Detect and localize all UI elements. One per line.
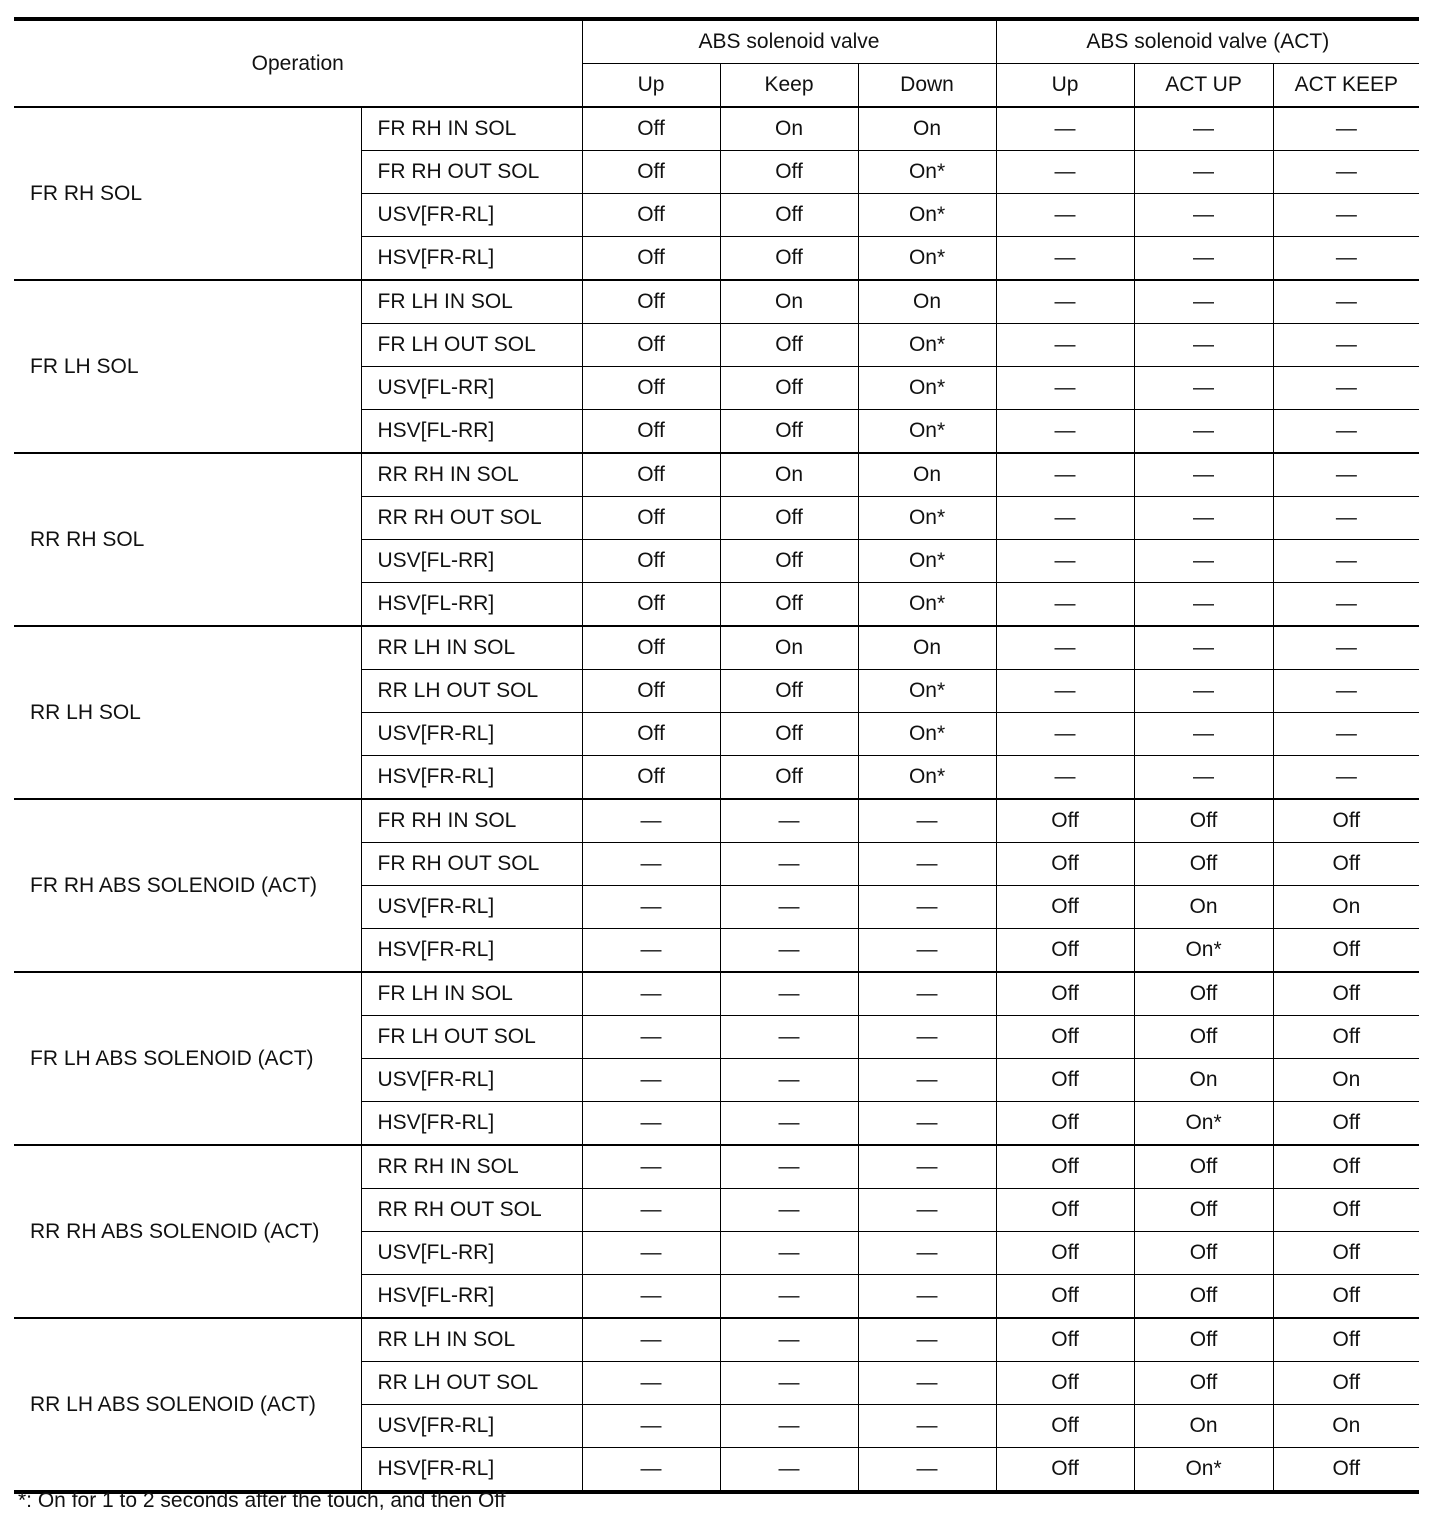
state-cell: — bbox=[720, 1232, 858, 1275]
state-cell: Off bbox=[582, 194, 720, 237]
state-cell: — bbox=[720, 1189, 858, 1232]
state-cell: — bbox=[1273, 151, 1419, 194]
solenoid-name: USV[FR-RL] bbox=[361, 1059, 582, 1102]
state-cell: Off bbox=[1273, 799, 1419, 843]
state-cell: — bbox=[582, 1318, 720, 1362]
table-row bbox=[14, 972, 1419, 1016]
state-cell: Off bbox=[996, 1405, 1134, 1448]
state-cell: — bbox=[582, 1059, 720, 1102]
state-cell: Off bbox=[720, 410, 858, 454]
solenoid-operation-table bbox=[14, 17, 1419, 1494]
state-cell: On* bbox=[858, 497, 996, 540]
state-cell: Off bbox=[582, 280, 720, 324]
state-cell: On bbox=[720, 453, 858, 497]
state-cell: On bbox=[1273, 886, 1419, 929]
state-cell: — bbox=[720, 1016, 858, 1059]
state-cell: Off bbox=[582, 367, 720, 410]
state-cell: Off bbox=[582, 583, 720, 627]
state-cell: On* bbox=[858, 756, 996, 800]
state-cell: — bbox=[582, 886, 720, 929]
state-cell: — bbox=[1273, 107, 1419, 151]
state-cell: Off bbox=[1134, 1362, 1273, 1405]
state-cell: — bbox=[996, 453, 1134, 497]
state-cell: Off bbox=[1273, 972, 1419, 1016]
state-cell: Off bbox=[996, 799, 1134, 843]
state-cell: Off bbox=[1273, 929, 1419, 973]
footnote: *: On for 1 to 2 seconds after the touch, and then Off bbox=[18, 1489, 506, 1512]
solenoid-name: RR RH OUT SOL bbox=[361, 1189, 582, 1232]
state-cell: — bbox=[996, 497, 1134, 540]
state-cell: On* bbox=[858, 237, 996, 281]
state-cell: Off bbox=[582, 756, 720, 800]
state-cell: — bbox=[582, 1362, 720, 1405]
state-cell: — bbox=[1273, 453, 1419, 497]
operation-group-name: RR LH SOL bbox=[14, 626, 361, 799]
state-cell: Off bbox=[1134, 1318, 1273, 1362]
state-cell: — bbox=[996, 151, 1134, 194]
operation-group-name: FR LH ABS SOLENOID (ACT) bbox=[14, 972, 361, 1145]
state-cell: — bbox=[858, 1232, 996, 1275]
state-cell: — bbox=[858, 1016, 996, 1059]
solenoid-name: HSV[FR-RL] bbox=[361, 1448, 582, 1493]
state-cell: — bbox=[1134, 237, 1273, 281]
state-cell: — bbox=[720, 972, 858, 1016]
state-cell: Off bbox=[720, 497, 858, 540]
state-cell: — bbox=[858, 1405, 996, 1448]
state-cell: — bbox=[1134, 410, 1273, 454]
solenoid-name: USV[FR-RL] bbox=[361, 713, 582, 756]
header-col-act-up: ACT UP bbox=[1134, 64, 1273, 108]
state-cell: — bbox=[1273, 194, 1419, 237]
state-cell: Off bbox=[996, 1145, 1134, 1189]
solenoid-name: FR LH OUT SOL bbox=[361, 324, 582, 367]
state-cell: — bbox=[996, 194, 1134, 237]
state-cell: Off bbox=[720, 540, 858, 583]
state-cell: On* bbox=[1134, 1448, 1273, 1493]
state-cell: Off bbox=[996, 1448, 1134, 1493]
state-cell: — bbox=[858, 1189, 996, 1232]
state-cell: On* bbox=[858, 583, 996, 627]
state-cell: — bbox=[1273, 237, 1419, 281]
table-row bbox=[14, 280, 1419, 324]
state-cell: On* bbox=[1134, 1102, 1273, 1146]
state-cell: Off bbox=[1134, 1016, 1273, 1059]
state-cell: — bbox=[720, 843, 858, 886]
state-cell: Off bbox=[996, 1016, 1134, 1059]
state-cell: Off bbox=[720, 713, 858, 756]
state-cell: — bbox=[582, 843, 720, 886]
state-cell: — bbox=[996, 107, 1134, 151]
state-cell: — bbox=[1273, 626, 1419, 670]
state-cell: On* bbox=[858, 713, 996, 756]
state-cell: — bbox=[1134, 540, 1273, 583]
state-cell: — bbox=[720, 1318, 858, 1362]
state-cell: — bbox=[1134, 194, 1273, 237]
state-cell: On bbox=[858, 107, 996, 151]
state-cell: Off bbox=[1273, 1145, 1419, 1189]
solenoid-name: RR RH IN SOL bbox=[361, 1145, 582, 1189]
state-cell: — bbox=[582, 799, 720, 843]
state-cell: — bbox=[582, 972, 720, 1016]
state-cell: — bbox=[1273, 670, 1419, 713]
state-cell: — bbox=[996, 756, 1134, 800]
state-cell: On* bbox=[858, 367, 996, 410]
state-cell: On* bbox=[858, 540, 996, 583]
state-cell: Off bbox=[996, 929, 1134, 973]
state-cell: On* bbox=[858, 151, 996, 194]
state-cell: On bbox=[858, 280, 996, 324]
state-cell: — bbox=[582, 1405, 720, 1448]
state-cell: — bbox=[996, 583, 1134, 627]
solenoid-name: RR RH IN SOL bbox=[361, 453, 582, 497]
state-cell: Off bbox=[1134, 843, 1273, 886]
state-cell: — bbox=[858, 1448, 996, 1493]
state-cell: — bbox=[996, 280, 1134, 324]
state-cell: — bbox=[858, 799, 996, 843]
state-cell: — bbox=[1273, 713, 1419, 756]
state-cell: On bbox=[720, 107, 858, 151]
solenoid-name: RR LH OUT SOL bbox=[361, 670, 582, 713]
state-cell: — bbox=[720, 1448, 858, 1493]
state-cell: Off bbox=[720, 194, 858, 237]
state-cell: On* bbox=[858, 670, 996, 713]
state-cell: Off bbox=[582, 626, 720, 670]
state-cell: Off bbox=[582, 497, 720, 540]
state-cell: Off bbox=[996, 1362, 1134, 1405]
solenoid-name: HSV[FR-RL] bbox=[361, 1102, 582, 1146]
state-cell: Off bbox=[582, 713, 720, 756]
state-cell: — bbox=[720, 1405, 858, 1448]
state-cell: Off bbox=[1273, 1275, 1419, 1319]
state-cell: — bbox=[996, 367, 1134, 410]
state-cell: — bbox=[1134, 453, 1273, 497]
state-cell: Off bbox=[996, 1318, 1134, 1362]
state-cell: On* bbox=[1134, 929, 1273, 973]
state-cell: — bbox=[1273, 280, 1419, 324]
solenoid-name: HSV[FR-RL] bbox=[361, 237, 582, 281]
operation-group-name: FR RH SOL bbox=[14, 107, 361, 280]
table-row bbox=[14, 453, 1419, 497]
state-cell: — bbox=[582, 1232, 720, 1275]
solenoid-name: HSV[FL-RR] bbox=[361, 583, 582, 627]
state-cell: On bbox=[858, 626, 996, 670]
state-cell: Off bbox=[996, 1232, 1134, 1275]
state-cell: — bbox=[996, 410, 1134, 454]
state-cell: — bbox=[996, 324, 1134, 367]
state-cell: On bbox=[720, 280, 858, 324]
state-cell: — bbox=[582, 1275, 720, 1319]
state-cell: On* bbox=[858, 324, 996, 367]
state-cell: Off bbox=[582, 107, 720, 151]
solenoid-name: HSV[FL-RR] bbox=[361, 1275, 582, 1319]
solenoid-name: RR LH IN SOL bbox=[361, 1318, 582, 1362]
solenoid-name: HSV[FL-RR] bbox=[361, 410, 582, 454]
state-cell: — bbox=[1273, 324, 1419, 367]
state-cell: Off bbox=[720, 237, 858, 281]
state-cell: — bbox=[1134, 280, 1273, 324]
solenoid-name: FR RH IN SOL bbox=[361, 107, 582, 151]
table-row bbox=[14, 799, 1419, 843]
solenoid-name: HSV[FR-RL] bbox=[361, 929, 582, 973]
state-cell: — bbox=[582, 1448, 720, 1493]
header-col-act-up-plain: Up bbox=[996, 64, 1134, 108]
state-cell: On bbox=[1134, 886, 1273, 929]
table-row bbox=[14, 1145, 1419, 1189]
solenoid-name: USV[FR-RL] bbox=[361, 886, 582, 929]
state-cell: On bbox=[1134, 1059, 1273, 1102]
solenoid-name: FR LH OUT SOL bbox=[361, 1016, 582, 1059]
state-cell: — bbox=[996, 670, 1134, 713]
state-cell: — bbox=[1134, 107, 1273, 151]
state-cell: On* bbox=[858, 194, 996, 237]
state-cell: Off bbox=[1134, 1232, 1273, 1275]
state-cell: — bbox=[858, 1145, 996, 1189]
state-cell: Off bbox=[1273, 1016, 1419, 1059]
operation-group-name: RR RH SOL bbox=[14, 453, 361, 626]
state-cell: — bbox=[1134, 367, 1273, 410]
state-cell: — bbox=[858, 843, 996, 886]
state-cell: — bbox=[1134, 626, 1273, 670]
state-cell: On bbox=[858, 453, 996, 497]
solenoid-name: FR LH IN SOL bbox=[361, 972, 582, 1016]
state-cell: On* bbox=[858, 410, 996, 454]
state-cell: — bbox=[996, 540, 1134, 583]
header-col-down: Down bbox=[858, 64, 996, 108]
solenoid-name: RR LH OUT SOL bbox=[361, 1362, 582, 1405]
state-cell: — bbox=[720, 1145, 858, 1189]
state-cell: — bbox=[1134, 151, 1273, 194]
solenoid-name: USV[FL-RR] bbox=[361, 540, 582, 583]
solenoid-name: FR LH IN SOL bbox=[361, 280, 582, 324]
state-cell: — bbox=[858, 1318, 996, 1362]
state-cell: — bbox=[1273, 756, 1419, 800]
solenoid-name: HSV[FR-RL] bbox=[361, 756, 582, 800]
solenoid-name: RR RH OUT SOL bbox=[361, 497, 582, 540]
state-cell: Off bbox=[720, 756, 858, 800]
state-cell: On bbox=[1134, 1405, 1273, 1448]
state-cell: — bbox=[1134, 670, 1273, 713]
state-cell: Off bbox=[582, 540, 720, 583]
state-cell: Off bbox=[996, 1059, 1134, 1102]
table-row bbox=[14, 107, 1419, 151]
state-cell: — bbox=[1273, 497, 1419, 540]
state-cell: — bbox=[720, 799, 858, 843]
operation-group-name: RR RH ABS SOLENOID (ACT) bbox=[14, 1145, 361, 1318]
state-cell: — bbox=[1134, 324, 1273, 367]
state-cell: Off bbox=[1134, 1145, 1273, 1189]
state-cell: — bbox=[996, 237, 1134, 281]
state-cell: — bbox=[1273, 367, 1419, 410]
state-cell: — bbox=[1273, 583, 1419, 627]
table-body bbox=[14, 107, 1419, 1492]
state-cell: — bbox=[1134, 756, 1273, 800]
solenoid-name: FR RH IN SOL bbox=[361, 799, 582, 843]
state-cell: — bbox=[720, 1275, 858, 1319]
state-cell: Off bbox=[582, 453, 720, 497]
table-header bbox=[14, 19, 1419, 107]
solenoid-operation-table-container bbox=[14, 17, 1419, 1494]
header-abs-solenoid-valve-act: ABS solenoid valve (ACT) bbox=[996, 19, 1419, 64]
table-row bbox=[14, 1318, 1419, 1362]
state-cell: — bbox=[720, 929, 858, 973]
state-cell: — bbox=[582, 1189, 720, 1232]
header-abs-solenoid-valve: ABS solenoid valve bbox=[582, 19, 996, 64]
state-cell: Off bbox=[1273, 1189, 1419, 1232]
state-cell: — bbox=[996, 626, 1134, 670]
state-cell: Off bbox=[1273, 1448, 1419, 1493]
state-cell: On bbox=[1273, 1405, 1419, 1448]
header-col-up: Up bbox=[582, 64, 720, 108]
header-col-keep: Keep bbox=[720, 64, 858, 108]
state-cell: Off bbox=[582, 237, 720, 281]
state-cell: Off bbox=[996, 972, 1134, 1016]
state-cell: Off bbox=[720, 324, 858, 367]
state-cell: — bbox=[1134, 713, 1273, 756]
state-cell: — bbox=[1273, 540, 1419, 583]
state-cell: — bbox=[720, 886, 858, 929]
state-cell: Off bbox=[996, 843, 1134, 886]
state-cell: — bbox=[582, 1016, 720, 1059]
header-col-act-keep: ACT KEEP bbox=[1273, 64, 1419, 108]
state-cell: Off bbox=[1273, 1102, 1419, 1146]
solenoid-name: RR LH IN SOL bbox=[361, 626, 582, 670]
state-cell: — bbox=[996, 713, 1134, 756]
state-cell: Off bbox=[1134, 1275, 1273, 1319]
state-cell: Off bbox=[996, 1102, 1134, 1146]
state-cell: Off bbox=[720, 670, 858, 713]
state-cell: Off bbox=[996, 1275, 1134, 1319]
state-cell: — bbox=[582, 1145, 720, 1189]
state-cell: — bbox=[1134, 583, 1273, 627]
state-cell: — bbox=[858, 1102, 996, 1146]
state-cell: — bbox=[720, 1059, 858, 1102]
state-cell: Off bbox=[582, 410, 720, 454]
state-cell: — bbox=[582, 929, 720, 973]
state-cell: Off bbox=[1273, 1232, 1419, 1275]
state-cell: Off bbox=[1134, 799, 1273, 843]
state-cell: Off bbox=[582, 151, 720, 194]
solenoid-name: FR RH OUT SOL bbox=[361, 151, 582, 194]
operation-group-name: FR LH SOL bbox=[14, 280, 361, 453]
operation-group-name: FR RH ABS SOLENOID (ACT) bbox=[14, 799, 361, 972]
header-operation: Operation bbox=[14, 19, 582, 107]
state-cell: Off bbox=[996, 886, 1134, 929]
state-cell: — bbox=[858, 972, 996, 1016]
state-cell: — bbox=[858, 929, 996, 973]
solenoid-name: USV[FR-RL] bbox=[361, 1405, 582, 1448]
state-cell: On bbox=[1273, 1059, 1419, 1102]
state-cell: Off bbox=[1273, 843, 1419, 886]
state-cell: — bbox=[720, 1362, 858, 1405]
solenoid-name: FR RH OUT SOL bbox=[361, 843, 582, 886]
state-cell: On bbox=[720, 626, 858, 670]
state-cell: — bbox=[1134, 497, 1273, 540]
state-cell: — bbox=[582, 1102, 720, 1146]
operation-group-name: RR LH ABS SOLENOID (ACT) bbox=[14, 1318, 361, 1492]
state-cell: Off bbox=[720, 367, 858, 410]
state-cell: Off bbox=[996, 1189, 1134, 1232]
state-cell: Off bbox=[1134, 972, 1273, 1016]
state-cell: — bbox=[858, 1362, 996, 1405]
state-cell: Off bbox=[1273, 1362, 1419, 1405]
state-cell: Off bbox=[1273, 1318, 1419, 1362]
state-cell: Off bbox=[720, 151, 858, 194]
state-cell: — bbox=[1273, 410, 1419, 454]
state-cell: — bbox=[720, 1102, 858, 1146]
table-row bbox=[14, 626, 1419, 670]
state-cell: Off bbox=[720, 583, 858, 627]
state-cell: Off bbox=[582, 670, 720, 713]
state-cell: — bbox=[858, 886, 996, 929]
state-cell: Off bbox=[1134, 1189, 1273, 1232]
state-cell: Off bbox=[582, 324, 720, 367]
solenoid-name: USV[FR-RL] bbox=[361, 194, 582, 237]
state-cell: — bbox=[858, 1275, 996, 1319]
solenoid-name: USV[FL-RR] bbox=[361, 367, 582, 410]
state-cell: — bbox=[858, 1059, 996, 1102]
solenoid-name: USV[FL-RR] bbox=[361, 1232, 582, 1275]
